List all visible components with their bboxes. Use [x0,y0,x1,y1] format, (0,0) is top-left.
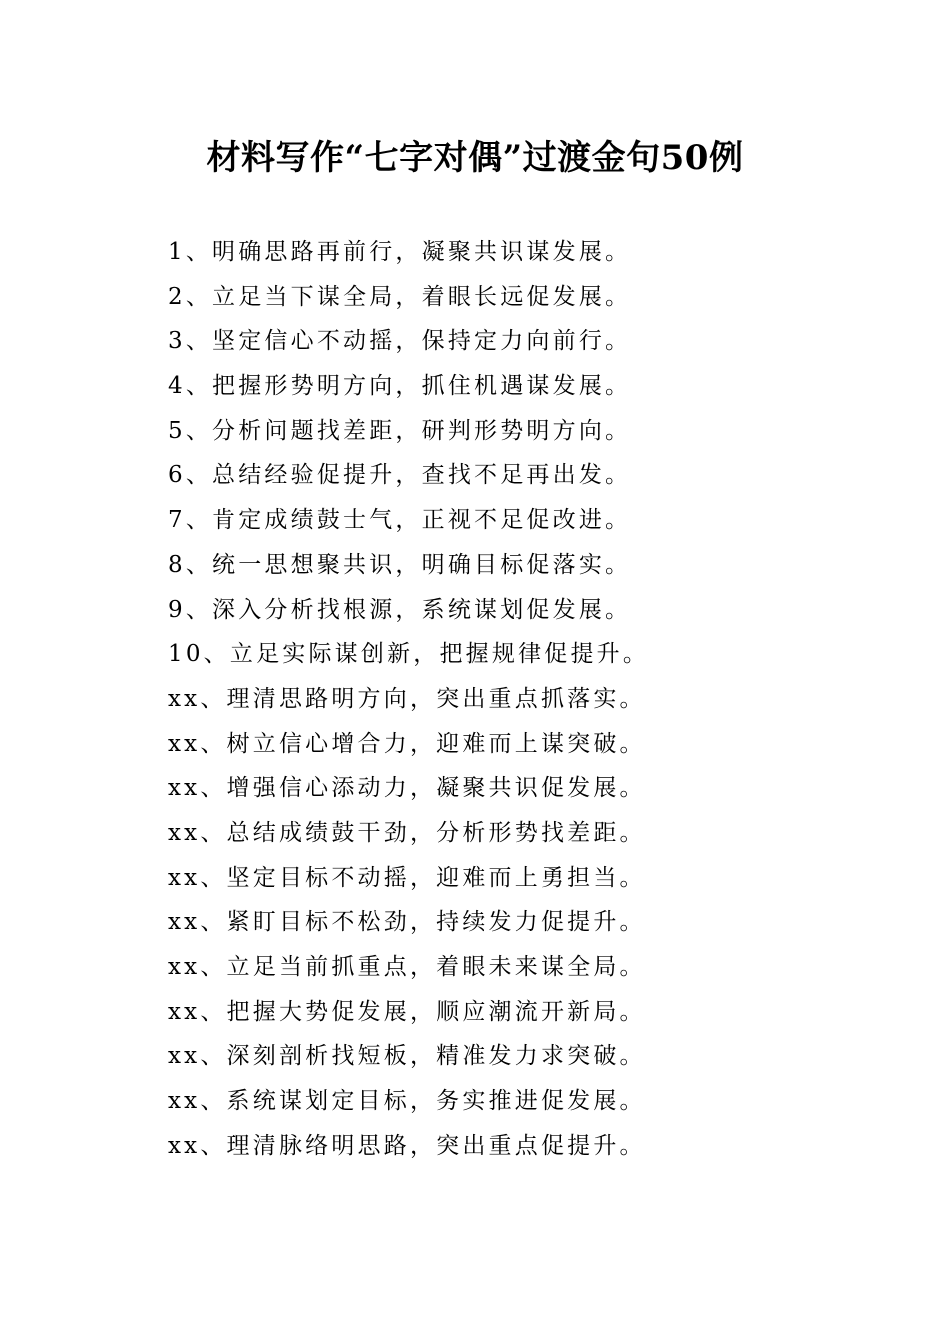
phrase-list [168,230,868,1168]
phrase-line: xx、理清脉络明思路，突出重点促提升。 [168,1132,646,1159]
phrase-line: 4、把握形势明方向，抓住机遇谋发展。 [168,373,632,400]
phrase-line: 5、分析问题找差距，研判形势明方向。 [168,417,632,444]
phrase-line: xx、坚定目标不动摇，迎难而上勇担当。 [168,864,646,891]
phrase-line: 6、总结经验促提升，查找不足再出发。 [168,462,632,489]
phrase-line: xx、深刻剖析找短板，精准发力求突破。 [168,1043,646,1070]
phrase-line: xx、树立信心增合力，迎难而上谋突破。 [168,730,646,757]
phrase-line: xx、紧盯目标不松劲，持续发力促提升。 [168,909,646,936]
phrase-line: xx、立足当前抓重点，着眼未来谋全局。 [168,954,646,980]
phrase-line: 2、立足当下谋全局，着眼长远促发展。 [168,283,632,310]
phrase-line: xx、把握大势促发展，顺应潮流开新局。 [168,998,646,1025]
phrase-line: 7、肯定成绩鼓士气，正视不足促改进。 [168,507,632,534]
phrase-line: 8、统一思想聚共识，明确目标促落实。 [168,551,632,578]
phrase-line: xx、总结成绩鼓干劲，分析形势找差距。 [168,819,646,846]
document-title: 材料写作“七字对偶”过渡金句50例 [206,138,744,178]
phrase-line: 1、明确思路再前行，凝聚共识谋发展。 [168,239,632,265]
phrase-line: xx、系统谋划定目标，务实推进促发展。 [168,1088,646,1115]
phrase-line: 3、坚定信心不动摇，保持定力向前行。 [168,328,632,355]
phrase-line: 10、立足实际谋创新，把握规律促提升。 [168,641,650,668]
phrase-line: xx、理清思路明方向，突出重点抓落实。 [168,685,646,712]
phrase-line: 9、深入分析找根源，系统谋划促发展。 [168,596,632,623]
phrase-line: xx、增强信心添动力，凝聚共识促发展。 [168,775,646,802]
